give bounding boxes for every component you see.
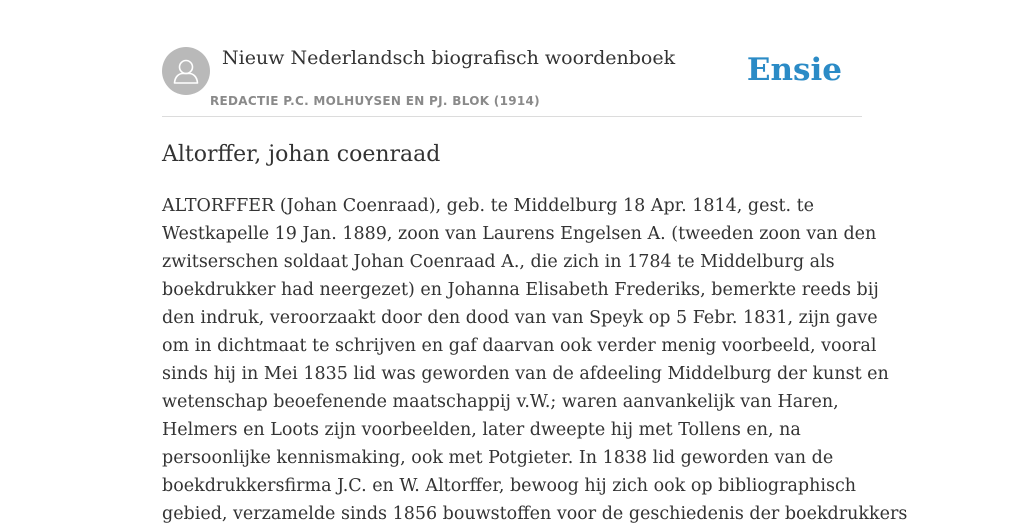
book-title[interactable]: Nieuw Nederlandsch biografisch woordenboek [222,47,676,69]
user-icon [162,47,210,95]
book-header [162,46,862,117]
entry-title: Altorffer, johan coenraad [162,142,441,167]
entry-text-line: om in dichtmaat te schrijven en gaf daarvan ook verder menig voorbeeld, vooral [162,336,877,356]
entry-text-line: boekdrukkersfirma J.C. en W. Altorffer, bewoog hij zich ook op bibliographisch [162,476,857,496]
brand-logo[interactable]: Ensie [746,52,842,88]
entry-text-line: Helmers en Loots zijn voorbeelden, later dweepte hij met Tollens en, na [162,420,801,440]
entry-text-line: persoonlijke kennismaking, ook met Potgieter. In 1838 lid geworden van de [162,448,834,468]
entry-text-line: boekdrukker had neergezet) en Johanna Elisabeth Frederiks, bemerkte reeds bij [162,280,879,300]
entry-text-line: Westkapelle 19 Jan. 1889, zoon van Laurens Engelsen A. (tweeden zoon van den [162,224,877,244]
book-editors: REDACTIE P.C. MOLHUYSEN EN PJ. BLOK (1914) [210,94,540,108]
entry-text-line: ALTORFFER (Johan Coenraad), geb. te Middelburg 18 Apr. 1814, gest. te [162,196,814,216]
entry-body [162,192,908,528]
entry-text-line: zwitserschen soldaat Johan Coenraad A., die zich in 1784 te Middelburg als [162,252,835,272]
entry-text-line: sinds hij in Mei 1835 lid was geworden van de afdeeling Middelburg der kunst en [162,364,889,384]
entry-text-line: wetenschap beoefenende maatschappij v.W.; waren aanvankelijk van Haren, [162,392,839,412]
avatar[interactable] [162,47,210,95]
entry-text-line: den indruk, veroorzaakt door den dood van van Speyk op 5 Febr. 1831, zijn gave [162,308,878,328]
entry-text-line: gebied, verzamelde sinds 1856 bouwstoffen voor de geschiedenis der boekdrukkers [162,504,908,524]
